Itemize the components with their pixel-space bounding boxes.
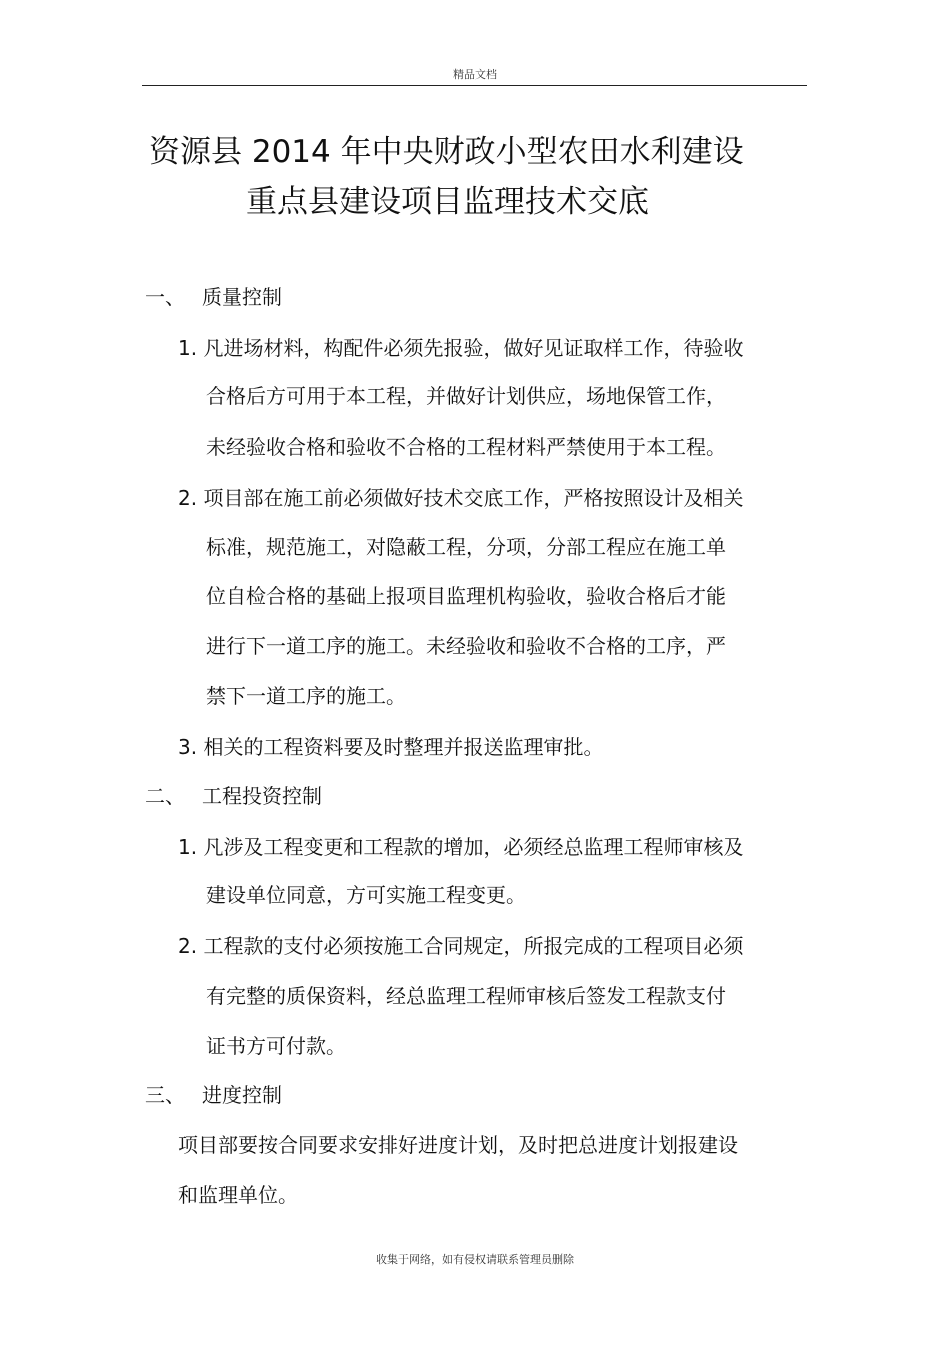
header-divider — [142, 85, 807, 86]
footer-note: 收集于网络，如有侵权请联系管理员删除 — [376, 1253, 574, 1266]
list-item-continuation: 证书方可付款。 — [206, 1034, 346, 1058]
section-heading — [145, 1079, 282, 1108]
list-item-continuation: 位自检合格的基础上报项目监理机构验收，验收合格后才能 — [206, 584, 726, 608]
title-line-1: 资源县 2014 年中央财政小型农田水利建设 — [149, 134, 744, 170]
section-title: 质量控制 — [202, 285, 282, 309]
list-item-continuation: 合格后方可用于本工程，并做好计划供应，场地保管工作， — [206, 384, 726, 408]
list-item-continuation: 禁下一道工序的施工。 — [206, 684, 406, 708]
list-item-lead: 3. 相关的工程资料要及时整理并报送监理审批。 — [178, 735, 604, 759]
list-item-continuation: 标准，规范施工，对隐蔽工程，分项，分部工程应在施工单 — [206, 535, 726, 559]
list-item-lead: 2. 项目部在施工前必须做好技术交底工作，严格按照设计及相关 — [178, 486, 744, 510]
title-line-2: 重点县建设项目监理技术交底 — [246, 184, 649, 220]
section-title: 进度控制 — [202, 1083, 282, 1107]
list-item-continuation: 进行下一道工序的施工。未经验收和验收不合格的工序，严 — [206, 634, 726, 658]
list-item-continuation: 未经验收合格和验收不合格的工程材料严禁使用于本工程。 — [206, 435, 726, 459]
section-number: 三、 — [145, 1083, 185, 1107]
list-item-continuation: 建设单位同意，方可实施工程变更。 — [206, 883, 526, 907]
section-heading — [145, 281, 282, 310]
section-heading — [145, 780, 322, 809]
section-number: 二、 — [145, 784, 185, 808]
list-item-lead: 1. 凡进场材料，构配件必须先报验，做好见证取样工作，待验收 — [178, 336, 744, 360]
paragraph-line: 和监理单位。 — [178, 1183, 298, 1207]
header-label: 精品文档 — [453, 68, 497, 81]
list-item-continuation: 有完整的质保资料，经总监理工程师审核后签发工程款支付 — [206, 984, 726, 1008]
paragraph-line: 项目部要按合同要求安排好进度计划，及时把总进度计划报建设 — [178, 1133, 738, 1157]
list-item-lead: 2. 工程款的支付必须按施工合同规定，所报完成的工程项目必须 — [178, 934, 744, 958]
list-item-lead: 1. 凡涉及工程变更和工程款的增加，必须经总监理工程师审核及 — [178, 835, 744, 859]
section-title: 工程投资控制 — [202, 784, 322, 808]
section-number: 一、 — [145, 285, 185, 309]
